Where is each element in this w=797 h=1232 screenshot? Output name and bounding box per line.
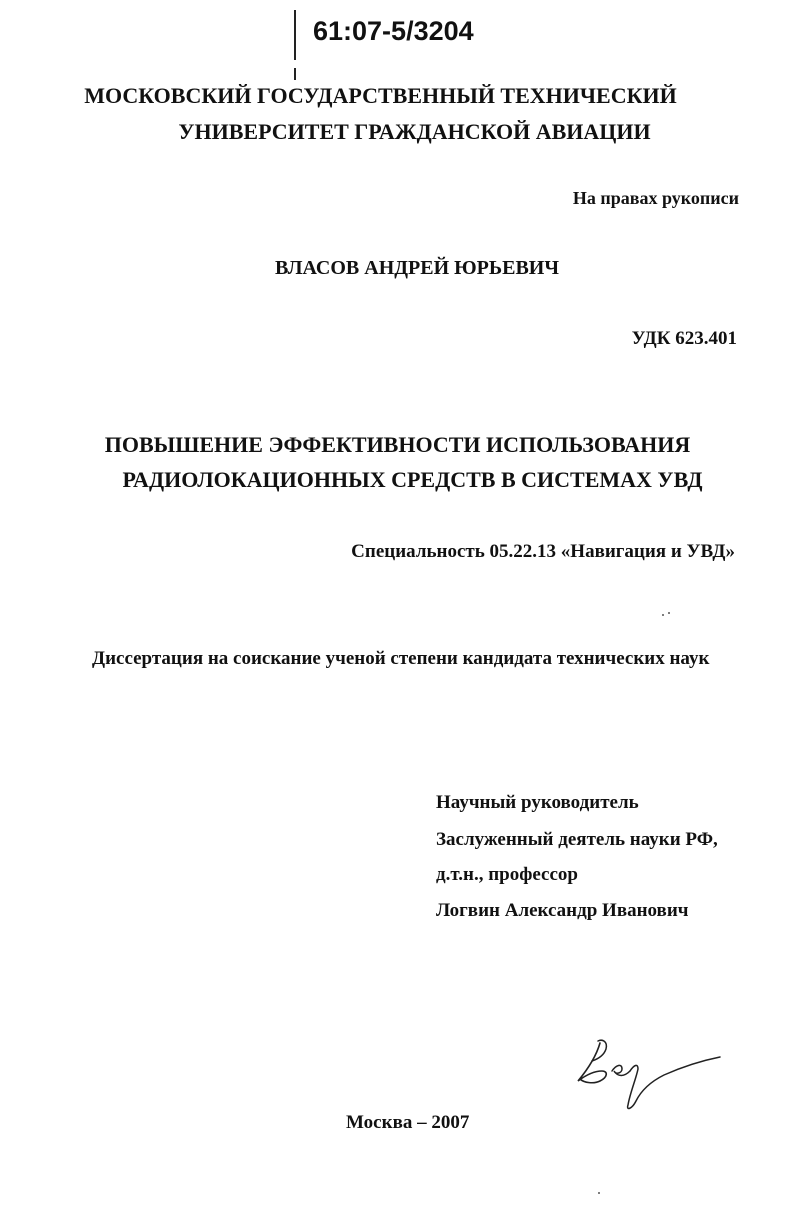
scan-speck: [662, 614, 664, 616]
supervisor-role: Научный руководитель: [436, 792, 639, 813]
supervisor-honorary-title: Заслуженный деятель науки РФ,: [436, 829, 718, 850]
author-name: ВЛАСОВ АНДРЕЙ ЮРЬЕВИЧ: [275, 257, 560, 279]
supervisor-name: Логвин Александр Иванович: [436, 900, 689, 921]
stamp-divider: [294, 10, 296, 60]
supervisor-degree: д.т.н., профессор: [436, 864, 578, 885]
scan-speck: [668, 612, 670, 614]
dissertation-type: Диссертация на соискание ученой степени кандидата технических наук: [92, 648, 710, 669]
signature-icon: [572, 1035, 722, 1115]
university-name-line1: МОСКОВСКИЙ ГОСУДАРСТВЕННЫЙ ТЕХНИЧЕСКИЙ: [84, 83, 677, 108]
thesis-title-line1: ПОВЫШЕНИЕ ЭФФЕКТИВНОСТИ ИСПОЛЬЗОВАНИЯ: [104, 432, 691, 457]
udk-code: УДК 623.401: [631, 328, 737, 349]
scan-speck: [598, 1192, 600, 1194]
city-year: Москва – 2007: [346, 1112, 470, 1133]
thesis-title-line2: РАДИОЛОКАЦИОННЫХ СРЕДСТВ В СИСТЕМАХ УВД: [122, 467, 703, 492]
manuscript-rights: На правах рукописи: [572, 188, 739, 208]
specialty: Специальность 05.22.13 «Навигация и УВД»: [351, 541, 735, 562]
registry-number: 61:07-5/3204: [313, 16, 474, 46]
university-name-line2: УНИВЕРСИТЕТ ГРАЖДАНСКОЙ АВИАЦИИ: [178, 119, 651, 144]
